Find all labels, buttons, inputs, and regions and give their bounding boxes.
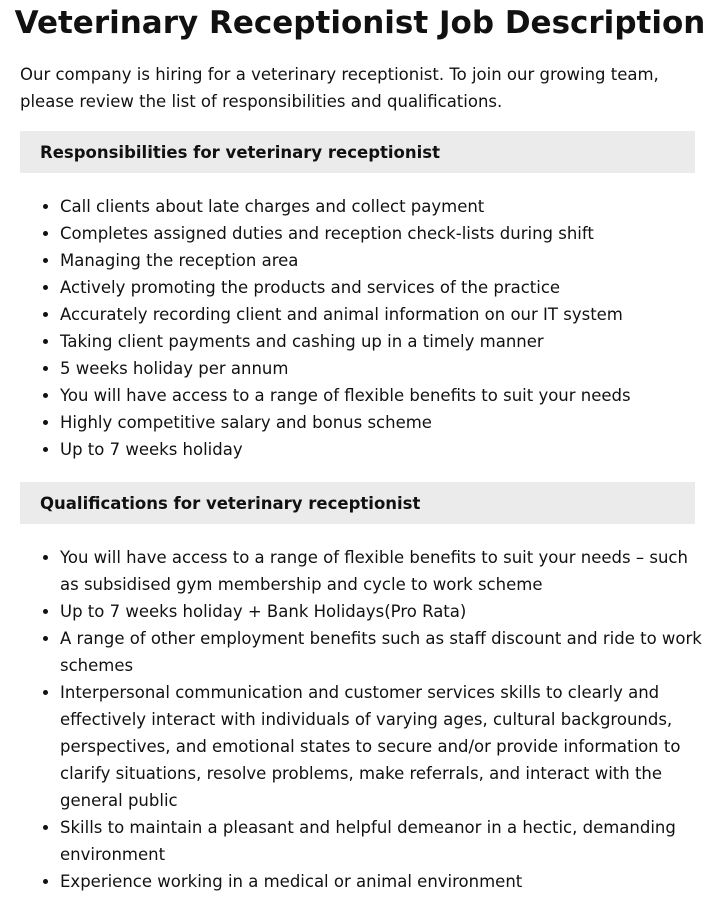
- list-item: Accurately recording client and animal information on our IT system: [60, 301, 702, 328]
- list-item: You will have access to a range of flexible benefits to suit your needs: [60, 382, 702, 409]
- list-item: Interpersonal communication and customer services skills to clearly and effectively interact with individuals of varying ages, cultural backgrounds, perspectives, and emotional states to secure and/or provide information to clarify situations, resolve problems, make referrals, and interact with the general public: [60, 679, 702, 814]
- responsibilities-heading: Responsibilities for veterinary receptionist: [20, 131, 695, 173]
- list-item: A range of other employment benefits such as staff discount and ride to work schemes: [60, 625, 702, 679]
- responsibilities-list: [0, 193, 720, 463]
- list-item: You will have access to a range of flexible benefits to suit your needs – such as subsidised gym membership and cycle to work scheme: [60, 544, 702, 598]
- list-item: Taking client payments and cashing up in a timely manner: [60, 328, 702, 355]
- qualifications-heading: Qualifications for veterinary receptionist: [20, 482, 695, 524]
- list-item: Up to 7 weeks holiday: [60, 436, 702, 463]
- list-item: Experience working in a medical or animal environment: [60, 868, 702, 895]
- list-item: Managing the reception area: [60, 247, 702, 274]
- list-item: Up to 7 weeks holiday + Bank Holidays(Pro Rata): [60, 598, 702, 625]
- list-item: Skills to maintain a pleasant and helpful demeanor in a hectic, demanding environment: [60, 814, 702, 868]
- list-item: Call clients about late charges and collect payment: [60, 193, 702, 220]
- list-item: Completes assigned duties and reception check-lists during shift: [60, 220, 702, 247]
- intro-paragraph: Our company is hiring for a veterinary receptionist. To join our growing team, please review the list of responsibilities and qualifications.: [20, 65, 659, 111]
- page-title: Veterinary Receptionist Job Description: [14, 5, 706, 41]
- list-item: Actively promoting the products and services of the practice: [60, 274, 702, 301]
- list-item: Highly competitive salary and bonus scheme: [60, 409, 702, 436]
- list-item: 5 weeks holiday per annum: [60, 355, 702, 382]
- qualifications-list: [0, 544, 720, 895]
